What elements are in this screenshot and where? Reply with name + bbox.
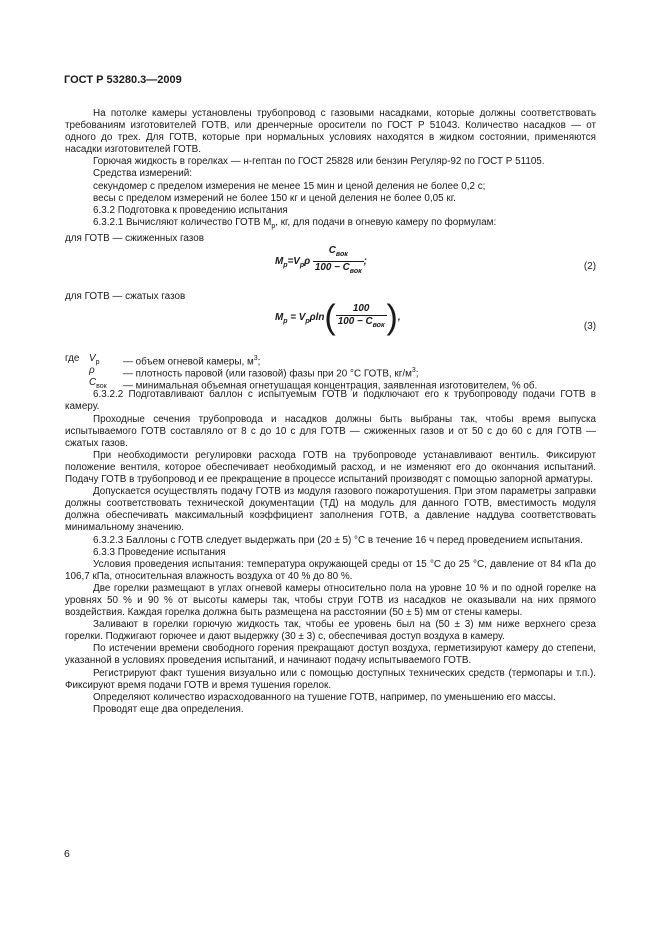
- paragraph: 6.3.2.2 Подготавливают баллон с испытуемым ГОТВ и подключают его к трубопроводу подачи ГОТВ в камеру.: [65, 389, 596, 413]
- formula-2-number: (2): [583, 261, 596, 272]
- paragraph: Средства измерений:: [93, 168, 193, 180]
- paragraph: Условия проведения испытания: температура окружающей среды от 15 °С до 25 °С, давление от 84 кПа до 106,7 кПа, относительная влажность воздуха от 40 % до 80 %.: [65, 558, 596, 582]
- formula-3-number: (3): [583, 321, 596, 333]
- paragraph: Горючая жидкость в горелках — н-гептан по ГОСТ 25828 или бензин Регуляр-92 по ГОСТ Р 51105.: [93, 156, 545, 168]
- paragraph: Допускается осуществлять подачу ГОТВ из модуля газового пожаротушения. При этом параметры заправки должны соответствовать технической документации (ТД) на модуль для данного ГОТВ, вместимость модуля должна обеспечивать максимальный коэффициент заполнения ГОТВ, а давление наддува соответствовать минимальному значению.: [65, 486, 596, 534]
- formula-3-fraction: $\frac{100}{100 - C_{вок}}$: [337, 303, 385, 330]
- paragraph: На потолке камеры установлены трубопровод с газовыми насадками, которые должны соответствовать требованиям изготовителей ГОТВ, или дренчерные оросители по ГОСТ Р 51043. Количество насадков — от одного до трех. Для ГОТВ, которые при нормальных условиях находятся в жидком состоянии, применяются насадки изготовителей ГОТВ.: [65, 108, 596, 156]
- formula-2-body: $M_p=V_p\rho$ $\frac{C_{вок}}{100 - C_{вок}}$ ;: [275, 245, 367, 278]
- paragraph: Две горелки размещают в углах огневой камеры относительно пола на уровне 10 % и по одной горелке на уровнях 50 % и 90 % от высоты камеры так, чтобы струи ГОТВ из насадков не оказывали на них прямого воздействия. Каждая горелка должна быть размещена на расстоянии (50 ± 5) мм от стены камеры.: [65, 582, 596, 619]
- paragraph: Проходные сечения трубопровода и насадков должны быть выбраны так, чтобы время выпуска испытываемого ГОТВ составляло от 8 с до 10 с для ГОТВ — сжиженных газов и от 50 с до 60 с для ГОТВ — сжатых газов.: [65, 413, 596, 449]
- formula-3: [65, 298, 596, 353]
- formula-3-body: $M_p = V_p\rho\ln$( $\frac{100}{100 - C_{вок}}$ ),: [275, 298, 401, 337]
- section-heading: 6.3.2 Подготовка к проведению испытания: [93, 204, 288, 216]
- paragraph: Определяют количество израсходованного на тушение ГОТВ, например, по уменьшению его массы.: [93, 691, 556, 703]
- symbol-legend: [65, 353, 596, 392]
- legend-row: ρ — плотность паровой (или газовой) фазы при 20 °С ГОТВ, $кг/м^3$;: [89, 365, 419, 380]
- paragraph: 6.3.2.1 Вычисляют количество ГОТВ $M_p$, кг, для подачи в огневую камеру по формулам:: [93, 216, 497, 230]
- paragraph: При необходимости регулировки расхода ГОТВ на трубопроводе устанавливают вентиль. Фиксируют положение вентиля, которое обеспечивает необходимый расход, и не изменяют его до окончания испытаний. Подачу ГОТВ в трубопровод и ее прекращение в процессе испытаний производят с помощью запорной арматуры.: [65, 449, 596, 486]
- paragraph: для ГОТВ — сжатых газов: [65, 291, 186, 302]
- formula-2: [65, 245, 596, 291]
- paragraph: секундомер с пределом измерения не менее 15 мин и ценой деления не более 0,2 с;: [93, 180, 486, 192]
- paragraph: По истечении времени свободного горения прекращают доступ воздуха, герметизируют камеру до степени, указанной в условиях проведения испытаний, и начинают подачу испытываемого ГОТВ.: [65, 643, 596, 667]
- page-number: 6: [64, 848, 70, 860]
- legend-row: где $V_p$ — объем огневой камеры, $м^3$;: [65, 353, 261, 368]
- paragraph: 6.3.2.3 Баллоны с ГОТВ следует выдержать при (20 ± 5) °С в течение 16 ч перед проведением испытания.: [93, 534, 583, 546]
- paragraph: Заливают в горелки горючую жидкость так, чтобы ее уровень был на (50 ± 3) мм ниже верхнего среза горелки. Поджигают горючее и дают выдержку (30 ± 3) с, обеспечивая доступ воздуха в камеру.: [65, 619, 596, 643]
- paragraph: Регистрируют факт тушения визуально или с помощью доступных технических средств (термопары и т.п.). Фиксируют время подачи ГОТВ и время тушения горелок.: [65, 667, 596, 691]
- paragraph: весы с пределом измерений не более 150 кг и ценой деления не более 0,05 кг.: [93, 192, 456, 204]
- paragraph: Проводят еще два определения.: [93, 703, 244, 715]
- formula-2-fraction: $\frac{C_{вок}}{100 - C_{вок}}$: [314, 245, 362, 276]
- document-body: [65, 108, 596, 716]
- section-heading: 6.3.3 Проведение испытания: [93, 546, 226, 558]
- legend-row: $C_{вок}$ — минимальная объемная огнетушащая концентрация, заявленная изготовителем, % об.: [89, 377, 538, 392]
- paragraph: для ГОТВ — сжиженных газов: [65, 232, 204, 244]
- document-header: ГОСТ Р 53280.3—2009: [64, 74, 182, 86]
